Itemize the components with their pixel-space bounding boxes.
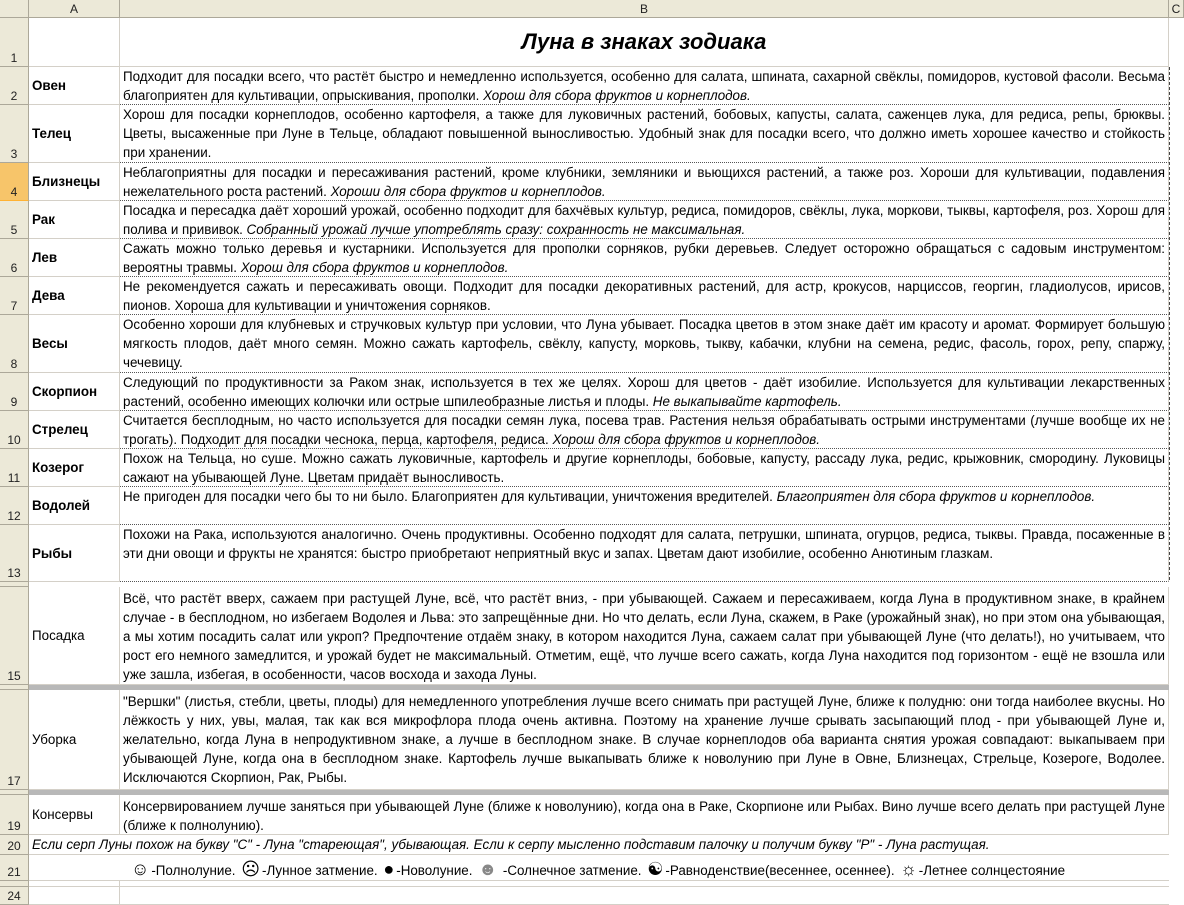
section-text[interactable]: Всё, что растёт вверх, сажаем при растущей Луне, всё, что растёт вниз, - при убывающей. Сажаем и пересаживаем, когда Луна в продуктивном знаке, в крайнем случае - в бесплодном, но избегаем Водолея и Льва: это запрещённые дни. Но что делать, если Луна, скажем, в Раке (урожайный знак), но при этом она убывающая, а мы хотим посадить салат или укроп? Предпочтение отдаём знаку, в котором находится Луна, сажаем салат при убывающей Луне (что делать!), но учитываем, что рост его немного замедлится, и урожай будет не максимальный. Отметим, ещё, что лучше всего сажать, когда Луна находится под горизонтом - ещё не взошла или уже зашла, избегая, в особенности, часов восхода и захода Луны. — [120, 587, 1169, 685]
sign-harvest-note: Благоприятен для сбора фруктов и корнеплодов. — [776, 489, 1096, 504]
sign-description[interactable] — [120, 201, 1169, 239]
sun-icon: ☼ — [900, 859, 917, 879]
legend-label-solar-eclipse: -Солнечное затмение. — [499, 863, 642, 878]
page-break-vertical — [1169, 67, 1170, 580]
dark-smiley-icon: ☻ — [478, 859, 498, 879]
row-header-12[interactable]: 12 — [0, 487, 29, 525]
row-18-separator — [29, 790, 1169, 795]
row-header-1[interactable]: 1 — [0, 18, 29, 67]
sign-description-text: Хорош для посадки корнеплодов, особенно картофеля, а также для луковичных растений, бобовых, капусты, салата, саженцев лука, для редиса, репы, брюквы. Цветы, высаженные при Луне в Тельце, обладают повышенной выносливостью. Удобный знак для посадки всего, что должно иметь хорошее качество и стойкость при хранении. — [123, 107, 1165, 160]
sign-name[interactable]: Козерог — [29, 449, 120, 487]
sign-name[interactable]: Весы — [29, 315, 120, 373]
sign-description[interactable] — [120, 105, 1169, 163]
sign-description[interactable] — [120, 67, 1169, 105]
sign-name[interactable]: Телец — [29, 105, 120, 163]
row-header-13[interactable]: 13 — [0, 525, 29, 582]
column-divider — [119, 881, 120, 905]
row-header-15[interactable]: 15 — [0, 587, 29, 685]
sign-description[interactable] — [120, 487, 1169, 525]
legend-label-full-moon: -Полнолуние. — [151, 863, 236, 878]
row-header-21[interactable]: 21 — [0, 855, 29, 881]
sign-harvest-note: Хорош для сбора фруктов и корнеплодов. — [240, 260, 509, 275]
row-header-20[interactable]: 20 — [0, 835, 29, 855]
section-name[interactable]: Консервы — [29, 795, 120, 835]
row-header-6[interactable]: 6 — [0, 239, 29, 277]
sign-harvest-note: Хорош для сбора фруктов и корнеплодов. — [552, 432, 821, 447]
sign-description-text: Неблагоприятны для посадки и пересаживания растений, кроме клубники, земляники и вьющихся растений, а также роз. Хороши для культивации, подавления нежелательного роста растений. — [123, 165, 1165, 199]
sign-description[interactable] — [120, 449, 1169, 487]
row-header-2[interactable]: 2 — [0, 67, 29, 105]
legend-label-solstice: -Летнее солнцестояние — [918, 863, 1066, 878]
sign-description-text: Сажать можно только деревья и кустарники. Используется для прополки сорняков, рубки деревьев. Следует осторожно обращаться с садовым инструментом: вероятны травмы. — [123, 241, 1165, 275]
legend-label-new-moon: -Новолуние. — [396, 863, 473, 878]
sign-description[interactable] — [120, 373, 1169, 411]
row-header-19[interactable]: 19 — [0, 795, 29, 835]
row-header-7[interactable]: 7 — [0, 277, 29, 315]
yin-yang-icon: ☯ — [647, 859, 664, 879]
row-header-10[interactable]: 10 — [0, 411, 29, 449]
empty-row-24[interactable] — [29, 887, 1169, 905]
section-name[interactable]: Посадка — [29, 587, 120, 685]
sign-description[interactable] — [120, 163, 1169, 201]
section-text[interactable]: "Вершки" (листья, стебли, цветы, плоды) для немедленного употребления лучше всего снимать при растущей Луне, ближе к полудню: они тогда наиболее вкусны. Но лёжкость у них, увы, малая, так как вся микрофлора плода очень активна. Поэтому на хранение лучше срывать засыпающий плод - при убывающей Луне и, желательно, когда Луна в непродуктивном знаке, а лучше в бесплодном знаке. В случае корнеплодов оба варианта снятия урожая совпадают: выкапываем при убывающей Луне, когда она в бесплодном знаке. Картофель лучше выкапывать ближе к новолунию при Луне в Овне, Близнецах, Стрельце, Козероге, Водолее. Исключаются Скорпион, Рак, Рыбы. — [120, 690, 1169, 790]
row-header-5[interactable]: 5 — [0, 201, 29, 239]
row-header-24[interactable]: 24 — [0, 887, 29, 905]
sign-name[interactable]: Водолей — [29, 487, 120, 525]
row-16-separator — [29, 685, 1169, 690]
section-name[interactable]: Уборка — [29, 690, 120, 790]
frown-icon: ☹ — [241, 859, 260, 879]
sign-description-text: Считается бесплодным, но часто используется для посадки семян лука, посева трав. Растения нельзя обрабатывать острыми инструментами (лучше вообще их не трогать). Подходит для посадки чеснока, перца, картофеля, редиса. — [123, 413, 1165, 447]
sign-name[interactable]: Лев — [29, 239, 120, 277]
row-header-8[interactable]: 8 — [0, 315, 29, 373]
sign-description-text: Следующий по продуктивности за Раком знак, используется в тех же целях. Хорош для цветов - даёт изобилие. Используется для культивации лекарственных растений, особенно имеющих колючки или острые шпилеобразные листья и плоды. — [123, 375, 1165, 409]
row-header-17[interactable]: 17 — [0, 690, 29, 790]
sign-description-text: Похож на Тельца, но суше. Можно сажать луковичные, картофель и другие корнеплоды, бобовые, капусту, рассаду лука, редис, крыжовник, смородину. Луковицы сажают на убывающей Луне. Цветам придаёт выносливость. — [123, 451, 1165, 485]
row-header-3[interactable]: 3 — [0, 105, 29, 163]
sign-name[interactable]: Близнецы — [29, 163, 120, 201]
sign-description-text: Особенно хороши для клубневых и стручковых культур при условии, что Луна убывает. Посадка цветов в этом знаке даёт им красоту и аромат. Формирует большую мягкость плодов, даёт много семян. Можно сажать картофель, свёклу, капусту, морковь, тыкву, кабачки, клубни на семена, редис, фасоль, горох, репу, спаржу, чечевицу. — [123, 317, 1165, 370]
sign-name[interactable]: Стрелец — [29, 411, 120, 449]
sign-description[interactable] — [120, 277, 1169, 315]
page-title[interactable]: Луна в знаках зодиака — [120, 18, 1169, 67]
cell-a1[interactable] — [29, 18, 120, 67]
sign-description-text: Не пригоден для посадки чего бы то ни было. Благоприятен для культивации, уничтожения вредителей. — [123, 489, 773, 504]
sign-name[interactable]: Дева — [29, 277, 120, 315]
legend-label-equinox: -Равноденствие(весеннее, осеннее). — [665, 863, 895, 878]
row-header-11[interactable]: 11 — [0, 449, 29, 487]
sign-name[interactable]: Скорпион — [29, 373, 120, 411]
sign-harvest-note: Хорош для сбора фруктов и корнеплодов. — [483, 88, 751, 103]
sign-harvest-note: Не выкапывайте картофель. — [652, 394, 842, 409]
sign-description-text: Подходит для посадки всего, что растёт быстро и немедленно используется, особенно для салата, шпината, сахарной свёклы, помидоров, кустовой фасоли. Весьма благоприятен для культивации, опрыскивания, прополки. — [123, 69, 1165, 103]
column-header-c[interactable]: C — [1169, 0, 1184, 18]
sign-description[interactable] — [120, 315, 1169, 373]
legend-label-lunar-eclipse: -Лунное затмение. — [262, 863, 378, 878]
sign-description-text: Посадка и пересадка даёт хороший урожай, особенно подходит для бахчёвых культур, редиса, помидоров, свёклы, лука, моркови, тыквы, картофеля, роз. Хорош для полива и прививок. — [123, 203, 1165, 237]
sign-description[interactable] — [120, 239, 1169, 277]
sign-name[interactable]: Овен — [29, 67, 120, 105]
select-all-corner[interactable] — [0, 0, 29, 18]
column-header-b[interactable]: B — [120, 0, 1169, 18]
sign-description-text: Не рекомендуется сажать и пересаживать овощи. Подходит для посадки декоративных растений, для астр, крокусов, нарциссов, георгин, гладиолусов, ирисов, пионов. Хороша для культивации и уничтожения сорняков. — [123, 279, 1165, 313]
sign-harvest-note: Собранный урожай лучше употреблять сразу: сохранность не максимальная. — [246, 222, 746, 237]
sign-description[interactable] — [120, 411, 1169, 449]
sign-name[interactable]: Рыбы — [29, 525, 120, 582]
sign-harvest-note: Хороши для сбора фруктов и корнеплодов. — [330, 184, 606, 199]
section-text[interactable]: Консервированием лучше заняться при убывающей Луне (ближе к новолунию), когда она в Раке, Скорпионе или Рыбах. Вино лучше всего делать при растущей Луне (ближе к полнолунию). — [120, 795, 1169, 835]
smiley-icon: ☺ — [130, 859, 150, 879]
sign-name[interactable]: Рак — [29, 201, 120, 239]
moon-phase-note[interactable]: Если серп Луны похож на букву "С" - Луна "стареющая", убывающая. Если к серпу мысленно подставим палочку и получим букву "Р" - Луна растущая. — [29, 835, 1169, 855]
legend[interactable] — [29, 855, 1169, 881]
sign-description-text: Похожи на Рака, используются аналогично. Очень продуктивны. Особенно подходят для салата, петрушки, шпината, огурцов, редиса, тыквы. Правда, посаженные в эти дни овощи и фрукты не хранятся: быстро приобретают неприятный вкус и запах. Цветам дают изобилие, особенно Анютиным глазкам. — [123, 527, 1165, 561]
row-header-4[interactable]: 4 — [0, 163, 29, 201]
row-header-9[interactable]: 9 — [0, 373, 29, 411]
column-header-a[interactable]: A — [29, 0, 120, 18]
black-circle-icon: ● — [383, 859, 395, 879]
sign-description[interactable] — [120, 525, 1169, 582]
